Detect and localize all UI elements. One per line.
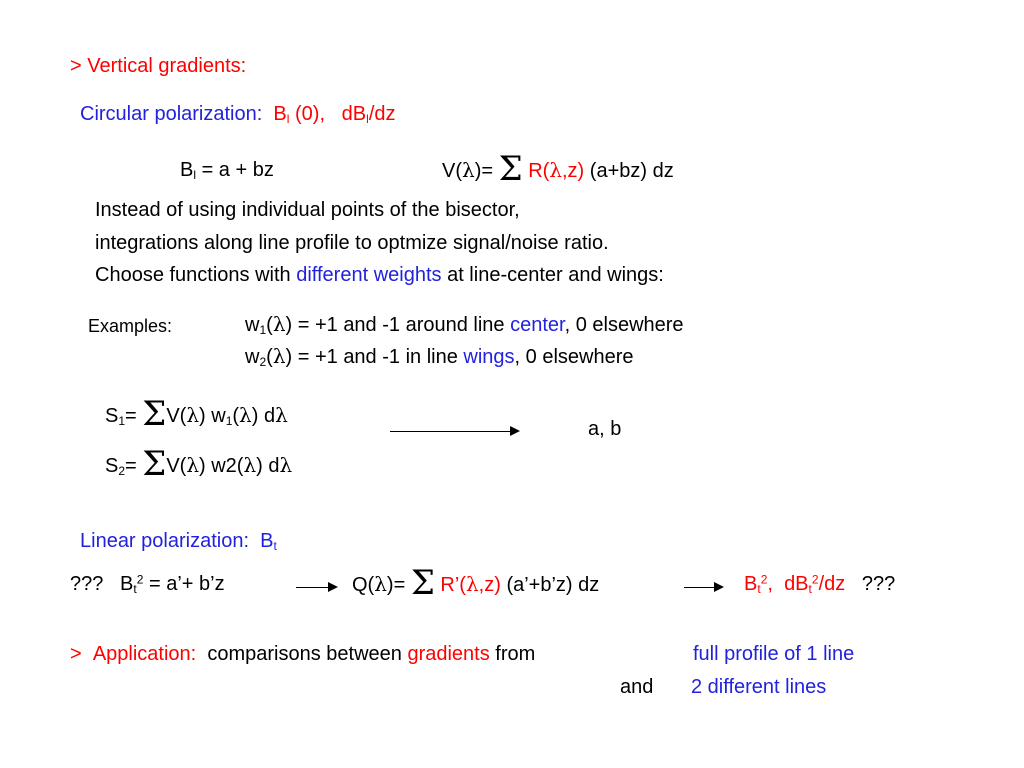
paragraph-line-2: integrations along line profile to optmize signal/noise ratio.: [95, 232, 609, 254]
heading-text: Vertical gradients:: [87, 55, 247, 77]
right-arrow-icon: [390, 431, 518, 432]
example-w2: $w_2(\lambda) = +1$ and -1 in line wings, 0 elsewhere: [245, 344, 634, 369]
stokes-q-integral: Q(λ)= Σ R’(λ,z) (a’+b’z) dz: [352, 563, 600, 603]
application-line: > Application: comparisons between gradients from: [70, 643, 536, 665]
linear-polarization-line: [80, 531, 277, 551]
section-heading: [70, 56, 246, 76]
examples-label: Examples:: [88, 316, 173, 336]
two-lines-text: 2 different lines: [691, 676, 827, 698]
paragraph-line-3: Choose functions with different weights at line-center and wings:: [95, 264, 664, 286]
linear-field-formula: $B_l = a$ + bz: [180, 159, 274, 182]
stokes-v-integral: V(λ)= Σ R(λ,z) (a+bz) dz: [442, 149, 674, 189]
linear-label: Linear polarization:: [80, 530, 249, 552]
transverse-formula: ??? $B_t^2$ = a’+ b’z: [70, 572, 225, 596]
sigma-symbol: Σ: [498, 149, 523, 189]
sum-s2: $S_2= \Sigma V(\lambda)$ w2(λ) dλ: [105, 444, 293, 484]
paragraph-line-1: Instead of using individual points of the bisector,: [95, 199, 520, 221]
center-highlight: center: [510, 314, 565, 336]
transverse-result: $B_t^2$, $dB_t^2/dz$ ???: [744, 572, 896, 596]
circular-db-term: $dB_l/dz$: [341, 103, 396, 126]
heading-marker: >: [70, 55, 82, 77]
gradients-highlight: gradients: [407, 643, 490, 665]
circular-label: Circular polarization:: [80, 103, 263, 125]
application-label: Application:: [92, 643, 197, 665]
sigma-symbol: Σ: [410, 563, 435, 603]
right-arrow-icon: [296, 587, 336, 588]
wings-highlight: wings: [463, 346, 515, 368]
sum-s1: $S_1= \Sigma V(\lambda)$ $w_1(\lambda)$ dλ: [105, 394, 288, 434]
and-text: and: [620, 676, 654, 698]
circular-polarization-line: [80, 104, 396, 124]
right-arrow-icon: [684, 587, 722, 588]
circular-b-term: $B_l$ (0),: [273, 103, 325, 126]
linear-bt: $B_t$: [260, 530, 277, 553]
full-profile-text: full profile of 1 line: [693, 643, 855, 665]
result-ab: a, b: [588, 418, 622, 440]
response-function-prime: R’(λ,z): [440, 572, 501, 596]
different-weights-highlight: different weights: [296, 264, 442, 286]
response-function: R(λ,z): [528, 158, 585, 182]
example-w1: $w_1(\lambda) = +1$ and -1 around line center, 0 elsewhere: [245, 312, 684, 337]
